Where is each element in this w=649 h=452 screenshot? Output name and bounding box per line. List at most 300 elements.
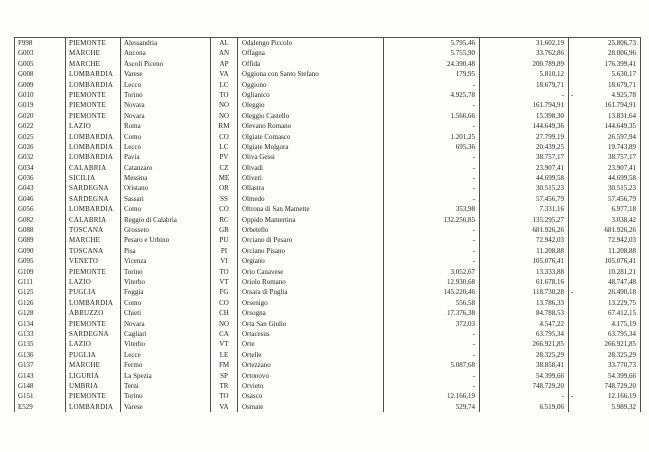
table-row [15,132,641,142]
cell-region: ABRUZZO [66,308,121,318]
cell-amount-2: 13.786,33 [480,298,569,308]
cell-amount-3 [569,173,641,183]
cell-amount-1: 372,03 [384,319,480,329]
cell-amount-3 [569,152,641,162]
table-row [15,287,641,297]
cell-amount-3 [569,142,641,152]
cell-province-abbr: TO [211,267,238,277]
amount-value: 5.630,17 [611,70,636,79]
cell-amount-3 [569,350,641,360]
cell-province-abbr: NO [211,111,238,121]
cell-region: LOMBARDIA [66,204,121,214]
cell-region: SARDEGNA [66,329,121,339]
cell-amount-1: 24.390,48 [384,59,480,69]
cell-code: G036 [15,173,66,183]
cell-amount-2: 63.795,34 [480,329,569,339]
cell-amount-3 [569,225,641,235]
cell-amount-1: - [384,183,480,193]
cell-amount-3 [569,298,641,308]
cell-region: PIEMONTE [66,100,121,110]
cell-municipality: Orciano Pisano [238,246,384,256]
amount-value: 12.166,19 [608,392,636,401]
cell-code: G090 [15,246,66,256]
cell-amount-1: 4.925,78 [384,90,480,100]
cell-amount-3 [569,80,641,90]
cell-region: LOMBARDIA [66,402,121,412]
amount-value: 23.907,41 [608,163,636,172]
cell-province-abbr: RC [211,215,238,225]
cell-code: G125 [15,287,66,297]
cell-province-abbr: FG [211,287,238,297]
cell-code: G026 [15,142,66,152]
amount-value: 161.794,91 [604,101,636,110]
cell-code: G111 [15,277,66,287]
cell-municipality: Orio Canavese [238,267,384,277]
cell-code: G032 [15,152,66,162]
cell-province: Sassari [121,194,211,204]
cell-region: PIEMONTE [66,319,121,329]
cell-province-abbr: CO [211,298,238,308]
cell-amount-1: - [384,121,480,131]
cell-municipality: Orciano di Pesaro [238,235,384,245]
amount-value: 11.208,88 [608,246,636,255]
cell-municipality: Orsenigo [238,298,384,308]
cell-municipality: Ortonovo [238,371,384,381]
cell-amount-2: 13.333,88 [480,267,569,277]
table-row [15,391,641,401]
amount-value: 10.281,21 [608,267,636,276]
cell-province: Varese [121,69,211,79]
cell-amount-2: 33.762,86 [480,48,569,58]
cell-municipality: Olgiate Molgora [238,142,384,152]
cell-amount-1: 5.087,68 [384,360,480,370]
table-row [15,142,641,152]
cell-amount-1: - [384,371,480,381]
cell-province-abbr: OR [211,183,238,193]
cell-amount-3 [569,121,641,131]
cell-province-abbr: LC [211,80,238,90]
cell-amount-2: 135.295,27 [480,215,569,225]
cell-amount-2: 11.208,88 [480,246,569,256]
cell-code: G133 [15,329,66,339]
cell-amount-2: 20.439,25 [480,142,569,152]
cell-code: G043 [15,183,66,193]
cell-amount-1: 5.755,90 [384,48,480,58]
cell-amount-2: 61.678,16 [480,277,569,287]
cell-province-abbr: PI [211,246,238,256]
amount-value: 67.412,15 [608,309,636,318]
cell-province-abbr: TR [211,381,238,391]
table-row [15,90,641,100]
cell-region: LAZIO [66,121,121,131]
cell-municipality: Osmate [238,402,384,412]
cell-municipality: Olevano Romano [238,121,384,131]
cell-municipality: Orvieto [238,381,384,391]
cell-region: PIEMONTE [66,38,121,48]
cell-province-abbr: LC [211,142,238,152]
cell-amount-2: 681.926,26 [480,225,569,235]
cell-amount-2: 105.076,41 [480,256,569,266]
cell-region: LOMBARDIA [66,132,121,142]
cell-province: Pavia [121,152,211,162]
table-row [15,48,641,58]
cell-province-abbr: AN [211,48,238,58]
cell-province-abbr: GR [211,225,238,235]
cell-province: Varese [121,402,211,412]
cell-province-abbr: VT [211,277,238,287]
cell-municipality: Osasco [238,391,384,401]
cell-region: MARCHE [66,59,121,69]
cell-amount-1: 145.220,46 [384,287,480,297]
cell-code: G020 [15,111,66,121]
cell-amount-2: 57.456,79 [480,194,569,204]
cell-province-abbr: PU [211,235,238,245]
cell-amount-2: 54.399,66 [480,371,569,381]
cell-amount-2: 144.649,36 [480,121,569,131]
cell-municipality: Oliva Gessi [238,152,384,162]
cell-amount-2: - [480,90,569,100]
cell-province: Viterbo [121,277,211,287]
cell-amount-3 [569,48,641,58]
cell-province-abbr: RM [211,121,238,131]
cell-code: G010 [15,90,66,100]
table-row [15,381,641,391]
amount-value: 54.399,66 [608,371,636,380]
table-row [15,360,641,370]
table-row [15,371,641,381]
amount-value: 4.925,78 [611,90,636,99]
cell-province: Torino [121,391,211,401]
cell-amount-3 [569,256,641,266]
cell-amount-1: 17.376,38 [384,308,480,318]
cell-amount-1: 12.166,19 [384,391,480,401]
cell-region: LIGURIA [66,371,121,381]
table-row [15,152,641,162]
cell-region: MARCHE [66,48,121,58]
cell-province-abbr: ME [211,173,238,183]
cell-amount-1: - [384,235,480,245]
cell-amount-2: 7.331,16 [480,204,569,214]
cell-code: G003 [15,48,66,58]
cell-amount-2: 72.942,03 [480,235,569,245]
cell-code: G009 [15,80,66,90]
amount-value: 4.175,19 [611,319,636,328]
cell-province: Roma [121,121,211,131]
amount-value: 176.399,41 [604,59,636,68]
cell-province: Novara [121,319,211,329]
cell-region: PIEMONTE [66,90,121,100]
cell-province: Ancona [121,48,211,58]
cell-amount-1: 353,98 [384,204,480,214]
cell-amount-3 [569,90,641,100]
cell-amount-3 [569,371,641,381]
amount-value: 105.076,41 [604,257,636,266]
cell-region: CALABRIA [66,215,121,225]
table-row [15,111,641,121]
amount-value: 30.515,23 [608,184,636,193]
amount-value: 748.729,20 [604,381,636,390]
cell-region: TOSCANA [66,225,121,235]
cell-amount-2: 748.729,20 [480,381,569,391]
cell-amount-2: 84.788,53 [480,308,569,318]
amount-value: 5.989,32 [611,402,636,411]
cell-amount-2: 44.699,58 [480,173,569,183]
cell-municipality: Oltrona di San Mamette [238,204,384,214]
table-row [15,80,641,90]
amount-value: 38.757,17 [608,153,636,162]
cell-amount-3 [569,235,641,245]
cell-amount-2: 4.547,22 [480,319,569,329]
cell-amount-2: 266.921,85 [480,339,569,349]
cell-municipality: Oliveri [238,173,384,183]
cell-amount-3 [569,38,641,48]
cell-amount-1: 1.201,25 [384,132,480,142]
cell-province: Como [121,132,211,142]
cell-amount-3 [569,402,641,412]
cell-province: Catanzaro [121,163,211,173]
cell-amount-3 [569,246,641,256]
cell-amount-3 [569,59,641,69]
cell-amount-2: 15.398,30 [480,111,569,121]
cell-amount-1: - [384,339,480,349]
negative-sign: - [571,288,574,297]
cell-province: Lecco [121,142,211,152]
cell-province-abbr: LE [211,350,238,360]
table-row [15,121,641,131]
cell-province: Ascoli Piceno [121,59,211,69]
cell-amount-3 [569,132,641,142]
cell-municipality: Oriolo Romano [238,277,384,287]
cell-province: Alessandria [121,38,211,48]
amount-value: 33.770,73 [608,361,636,370]
amount-value: 44.699,58 [608,174,636,183]
amount-value: 3.038,42 [611,215,636,224]
cell-code: G056 [15,204,66,214]
cell-code: G135 [15,339,66,349]
amount-value: 13.229,75 [608,298,636,307]
table-row [15,69,641,79]
cell-province-abbr: AL [211,38,238,48]
cell-amount-3 [569,329,641,339]
negative-sign: - [571,90,574,99]
cell-province: Chieti [121,308,211,318]
cell-municipality: Ollastra [238,183,384,193]
cell-amount-2: 118.730,28 [480,287,569,297]
cell-province: Grosseto [121,225,211,235]
table-row [15,350,641,360]
cell-region: UMBRIA [66,381,121,391]
cell-amount-1: 3.052,67 [384,267,480,277]
cell-province-abbr: AP [211,59,238,69]
cell-amount-3 [569,183,641,193]
cell-code: F998 [15,38,66,48]
table-row [15,173,641,183]
municipalities-table [14,37,641,412]
table-row [15,402,641,412]
amount-value: 57.456,79 [608,194,636,203]
cell-amount-1: 1.566,66 [384,111,480,121]
cell-municipality: Orgiano [238,256,384,266]
cell-region: PIEMONTE [66,111,121,121]
cell-amount-1: 132.256,85 [384,215,480,225]
cell-amount-3 [569,163,641,173]
amount-value: 26.490,18 [608,288,636,297]
cell-province: Pesaro e Urbino [121,235,211,245]
cell-municipality: Ortacesus [238,329,384,339]
cell-province: Torino [121,90,211,100]
cell-code: G022 [15,121,66,131]
cell-region: LOMBARDIA [66,298,121,308]
table-row [15,183,641,193]
table-row [15,339,641,349]
cell-province-abbr: CO [211,132,238,142]
cell-region: SARDEGNA [66,183,121,193]
cell-province-abbr: VA [211,402,238,412]
table-row [15,319,641,329]
cell-municipality: Orbetello [238,225,384,235]
cell-code: G136 [15,350,66,360]
cell-amount-2: 28.325,29 [480,350,569,360]
cell-amount-1: - [384,256,480,266]
cell-amount-2: 161.794,91 [480,100,569,110]
cell-region: LOMBARDIA [66,142,121,152]
cell-amount-3 [569,267,641,277]
cell-province: Como [121,204,211,214]
cell-amount-1: - [384,100,480,110]
cell-code: G134 [15,319,66,329]
cell-amount-1: - [384,246,480,256]
cell-municipality: Orte [238,339,384,349]
cell-province-abbr: VA [211,69,238,79]
cell-municipality: Oppido Mamertina [238,215,384,225]
cell-amount-3 [569,194,641,204]
cell-amount-2: 31.602,19 [480,38,569,48]
cell-region: LOMBARDIA [66,152,121,162]
amount-value: 72.942,03 [608,236,636,245]
cell-province-abbr: CA [211,329,238,339]
cell-municipality: Oleggio [238,100,384,110]
cell-province: Cagliari [121,329,211,339]
cell-municipality: Odalengo Piccolo [238,38,384,48]
cell-amount-1: 556,58 [384,298,480,308]
cell-municipality: Olmedo [238,194,384,204]
cell-region: PIEMONTE [66,391,121,401]
cell-region: MARCHE [66,235,121,245]
cell-amount-2: - [480,391,569,401]
table-row [15,59,641,69]
cell-amount-3 [569,100,641,110]
cell-region: LOMBARDIA [66,69,121,79]
cell-code: G095 [15,256,66,266]
amount-value: 28.325,29 [608,350,636,359]
amount-value: 19.743,89 [608,142,636,151]
cell-code: G082 [15,215,66,225]
cell-province: Lecco [121,80,211,90]
cell-region: LOMBARDIA [66,80,121,90]
cell-amount-2: 38.757,17 [480,152,569,162]
table-row [15,277,641,287]
cell-region: VENETO [66,256,121,266]
cell-code: G137 [15,360,66,370]
cell-province: Novara [121,100,211,110]
cell-amount-1: - [384,381,480,391]
cell-region: TOSCANA [66,246,121,256]
cell-code: G046 [15,194,66,204]
cell-amount-1: 5.795,46 [384,38,480,48]
cell-amount-3 [569,308,641,318]
cell-amount-2: 5.810,12 [480,69,569,79]
cell-amount-1: - [384,194,480,204]
cell-region: PUGLIA [66,287,121,297]
cell-municipality: Oglianico [238,90,384,100]
cell-code: G151 [15,391,66,401]
cell-code: G143 [15,371,66,381]
table-row [15,256,641,266]
amount-value: 25.806,73 [608,39,636,47]
cell-province: Novara [121,111,211,121]
amount-value: 266.921,85 [604,340,636,349]
cell-province: Terni [121,381,211,391]
cell-amount-2: 18.679,71 [480,80,569,90]
cell-province: Como [121,298,211,308]
cell-amount-1: - [384,173,480,183]
cell-province: Pisa [121,246,211,256]
cell-province-abbr: SP [211,371,238,381]
table-row [15,235,641,245]
cell-region: MARCHE [66,360,121,370]
table-row [15,38,641,48]
cell-amount-3 [569,204,641,214]
cell-amount-3 [569,360,641,370]
cell-municipality: Orsogna [238,308,384,318]
cell-province-abbr: SS [211,194,238,204]
cell-province-abbr: NO [211,100,238,110]
cell-code: G034 [15,163,66,173]
cell-province-abbr: CZ [211,163,238,173]
cell-code: G088 [15,225,66,235]
cell-municipality: Oggiono [238,80,384,90]
negative-sign: - [571,392,574,401]
cell-region: SARDEGNA [66,194,121,204]
cell-amount-3 [569,215,641,225]
cell-region: PUGLIA [66,350,121,360]
cell-municipality: Olgiate Comasco [238,132,384,142]
cell-province-abbr: TO [211,90,238,100]
cell-amount-2: 23.907,41 [480,163,569,173]
cell-amount-3 [569,381,641,391]
cell-province-abbr: FM [211,360,238,370]
cell-region: CALABRIA [66,163,121,173]
cell-code: G025 [15,132,66,142]
cell-province: Viterbo [121,339,211,349]
cell-province: Vicenza [121,256,211,266]
cell-municipality: Ortelle [238,350,384,360]
amount-value: 13.831,64 [608,111,636,120]
cell-region: PIEMONTE [66,267,121,277]
amount-value: 18.679,71 [608,80,636,89]
cell-amount-1: - [384,329,480,339]
cell-province: Fermo [121,360,211,370]
cell-region: LAZIO [66,277,121,287]
cell-province: Torino [121,267,211,277]
amount-value: 681.926,26 [604,226,636,235]
table-row [15,267,641,277]
cell-amount-1: 12.930,68 [384,277,480,287]
table-row [15,225,641,235]
cell-province: Lecce [121,350,211,360]
amount-value: 28.006,96 [608,49,636,58]
cell-code: G019 [15,100,66,110]
